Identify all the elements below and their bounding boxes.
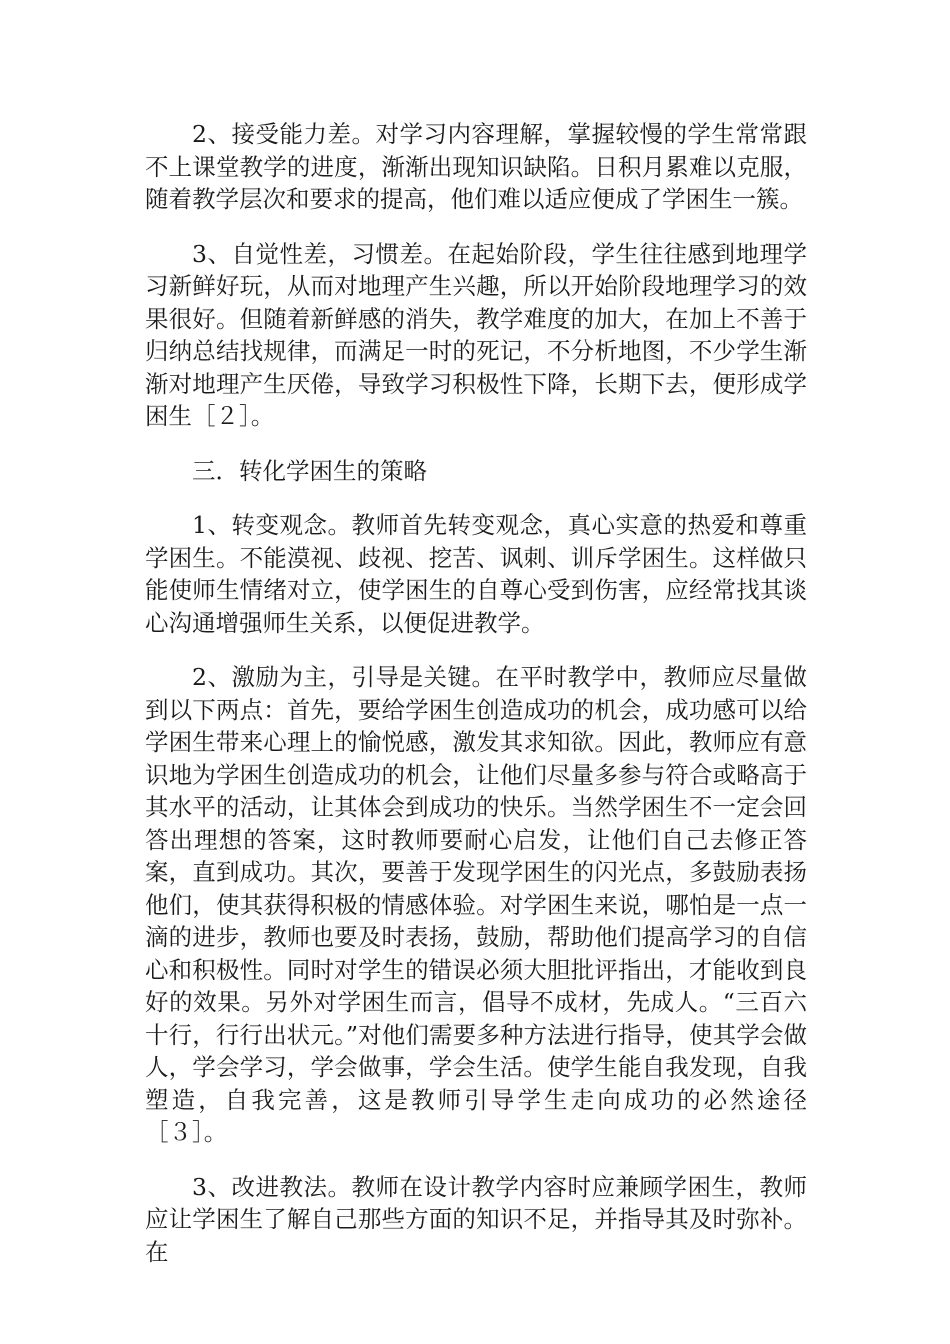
- section-heading-strategies: 三．转化学困生的策略: [192, 456, 427, 485]
- document-body: [145, 118, 807, 1290]
- paragraph-self-discipline: 3、自觉性差，习惯差。在起始阶段，学生往往感到地理学习新鲜好玩，从而对地理产生兴趣，所以开始阶段地理学习的效果很好。但随着新鲜感的消失，教学难度的加大，在加上不善于归纳总结找规律，而满足一时的死记，不分析地图，不少学生渐渐对地理产生厌倦，导致学习积极性下降，长期下去，便形成学困生［２］。: [145, 239, 807, 430]
- paragraph-improve-methods: 3、改进教法。教师在设计教学内容时应兼顾学困生，教师应让学困生了解自己那些方面的知识不足，并指导其及时弥补。在: [145, 1172, 807, 1266]
- paragraph-encouragement: 2、激励为主，引导是关键。在平时教学中，教师应尽量做到以下两点：首先，要给学困生创造成功的机会，成功感可以给学困生带来心理上的愉悦感，激发其求知欲。因此，教师应有意识地为学困生创造成功的机会，让他们尽量多参与符合或略高于其水平的活动，让其体会到成功的快乐。当然学困生不一定会回答出理想的答案，这时教师要耐心启发，让他们自己去修正答案，直到成功。其次，要善于发现学困生的闪光点，多鼓励表扬他们，使其获得积极的情感体验。对学困生来说，哪怕是一点一滴的进步，教师也要及时表扬，鼓励，帮助他们提高学习的自信心和积极性。同时对学生的错误必须大胆批评指出，才能收到良好的效果。另外对学困生而言，倡导不成材，先成人。“三百六十行，行行出状元。”对他们需要多种方法进行指导，使其学会做人，学会学习，学会做事，学会生活。使学生能自我发现，自我塑造，自我完善，这是教师引导学生走向成功的必然途径［３］。: [145, 663, 807, 1146]
- paragraph-receptive-ability: 2、接受能力差。对学习内容理解，掌握较慢的学生常常跟不上课堂教学的进度，渐渐出现知识缺陷。日积月累难以克服，随着教学层次和要求的提高，他们难以适应便成了学困生一簇。: [145, 120, 807, 213]
- paragraph-change-concepts: 1、转变观念。教师首先转变观念，真心实意的热爱和尊重学困生。不能漠视、歧视、挖苦、讽刺、训斥学困生。这样做只能使师生情绪对立，使学困生的自尊心受到伤害，应经常找其谈心沟通增强师生关系，以便促进教学。: [145, 511, 807, 637]
